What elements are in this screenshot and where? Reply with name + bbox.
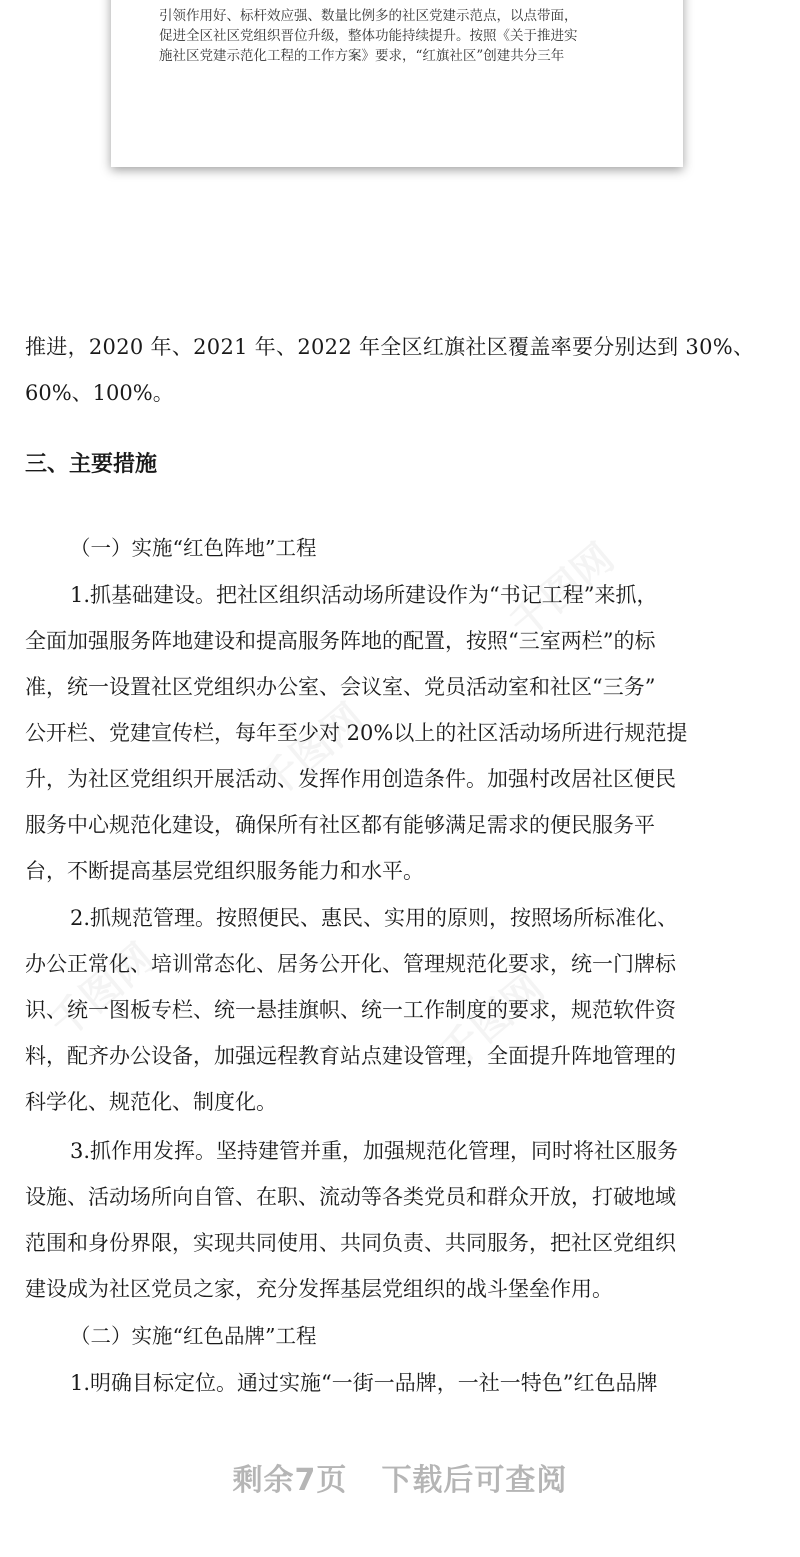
body-line: 60%、100%。 xyxy=(25,381,174,405)
body-line: 科学化、规范化、制度化。 xyxy=(25,1090,277,1114)
body-line: 料，配齐办公设备，加强远程教育站点建设管理，全面提升阵地管理的 xyxy=(25,1044,676,1068)
body-line: 台，不断提高基层党组织服务能力和水平。 xyxy=(25,859,424,883)
body-line: 服务中心规范化建设，确保所有社区都有能够满足需求的便民服务平 xyxy=(25,813,655,837)
body-line: 建设成为社区党员之家，充分发挥基层党组织的战斗堡垒作用。 xyxy=(25,1277,613,1301)
body-line: 1.明确目标定位。通过实施“一街一品牌，一社一特色”红色品牌 xyxy=(70,1371,658,1395)
body-line: 识、统一图板专栏、统一悬挂旗帜、统一工作制度的要求，规范软件资 xyxy=(25,998,676,1022)
body-line: 2.抓规范管理。按照便民、惠民、实用的原则，按照场所标准化、 xyxy=(70,906,679,930)
body-line: 推进，2020 年、2021 年、2022 年全区红旗社区覆盖率要分别达到 30%、 xyxy=(25,335,755,359)
card-line: 促进全区社区党组织晋位升级，整体功能持续提升。按照《关于推进实 xyxy=(159,28,578,44)
subsection-title: （一）实施“红色阵地”工程 xyxy=(70,536,317,560)
body-line: 3.抓作用发挥。坚持建管并重，加强规范化管理，同时将社区服务 xyxy=(70,1139,679,1163)
body-line: 办公正常化、培训常态化、居务公开化、管理规范化要求，统一门牌标 xyxy=(25,952,676,976)
card-line: 施社区党建示范化工程的工作方案》要求，“红旗社区”创建共分三年 xyxy=(159,48,565,64)
section-heading: 三、主要措施 xyxy=(25,452,158,477)
watermark xyxy=(36,928,165,1049)
body-line: 公开栏、党建宣传栏，每年至少对 20%以上的社区活动场所进行规范提 xyxy=(25,721,688,745)
body-line: 全面加强服务阵地建设和提高服务阵地的配置，按照“三室两栏”的标 xyxy=(25,629,656,653)
body-line: 设施、活动场所向自管、在职、流动等各类党员和群众开放，打破地域 xyxy=(25,1185,676,1209)
download-prompt[interactable] xyxy=(0,1455,800,1499)
body-line: 升，为社区党组织开展活动、发挥作用创造条件。加强村改居社区便民 xyxy=(25,767,676,791)
card-line: 引领作用好、标杆效应强、数量比例多的社区党建示范点，以点带面， xyxy=(159,8,578,24)
remaining-pages-text: 剩余7页 xyxy=(232,1463,348,1498)
download-to-view-link[interactable]: 下载后可查阅 xyxy=(381,1463,568,1498)
body-line: 范围和身份界限，实现共同使用、共同负责、共同服务，把社区党组织 xyxy=(25,1231,676,1255)
subsection-title: （二）实施“红色品牌”工程 xyxy=(70,1324,317,1348)
body-line: 1.抓基础建设。把社区组织活动场所建设作为“书记工程”来抓， xyxy=(70,583,658,607)
body-line: 准，统一设置社区党组织办公室、会议室、党员活动室和社区“三务” xyxy=(25,675,656,699)
preview-card xyxy=(111,0,683,167)
